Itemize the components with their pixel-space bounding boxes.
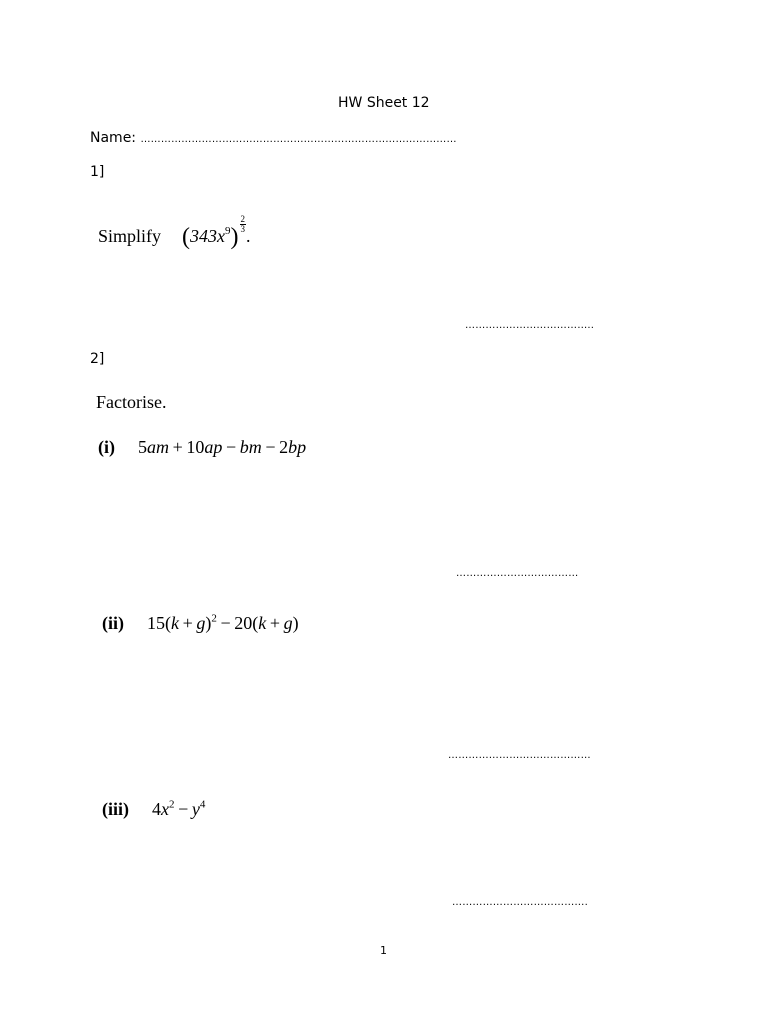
q2-instruction: Factorise.: [96, 392, 167, 412]
q2-part-iii: [102, 799, 205, 820]
q1-exp-numerator: 2: [240, 214, 246, 224]
name-row: [90, 130, 457, 146]
question-2-number: 2]: [90, 351, 105, 367]
q2-part-iii-expression: $4x^2 - y^4$: [152, 798, 206, 819]
q1-open-paren: (: [182, 223, 191, 250]
q1-instruction: Simplify: [98, 225, 162, 246]
q2-part-i-answer-line: ………………………………: [456, 568, 579, 579]
q2-part-ii-expression: $15(k + g)^2 - 20(k + g)$: [147, 612, 299, 633]
q2-part-iii-label: (iii): [102, 799, 129, 819]
q2-part-i-expression: 5am + 10ap − bm − 2bp: [138, 437, 307, 457]
q2-part-ii-label: (ii): [102, 613, 124, 633]
q1-base: 343x: [190, 225, 226, 246]
q2-part-ii: [102, 613, 299, 634]
q1-exp-denominator: 3: [240, 224, 246, 234]
q2-part-ii-answer-line: ……………………………………: [448, 750, 591, 761]
q1-close-paren: ): [230, 223, 239, 250]
q2-part-i-label: (i): [98, 437, 115, 457]
question-1-number: 1]: [90, 164, 105, 180]
page-title: HW Sheet 12: [338, 95, 430, 111]
q2-part-iii-answer-line: ………………………………….: [452, 897, 588, 908]
page-number: 1: [380, 944, 387, 957]
name-label: Name:: [90, 130, 137, 146]
q1-inner-exponent: 9: [225, 225, 231, 238]
q1-end: .: [246, 225, 251, 246]
name-line: …………………………………………………………………………………: [140, 134, 457, 145]
q2-part-i: [98, 437, 306, 458]
q1-answer-line: ………………………………..: [465, 320, 595, 331]
question-1-expression: [98, 215, 251, 251]
